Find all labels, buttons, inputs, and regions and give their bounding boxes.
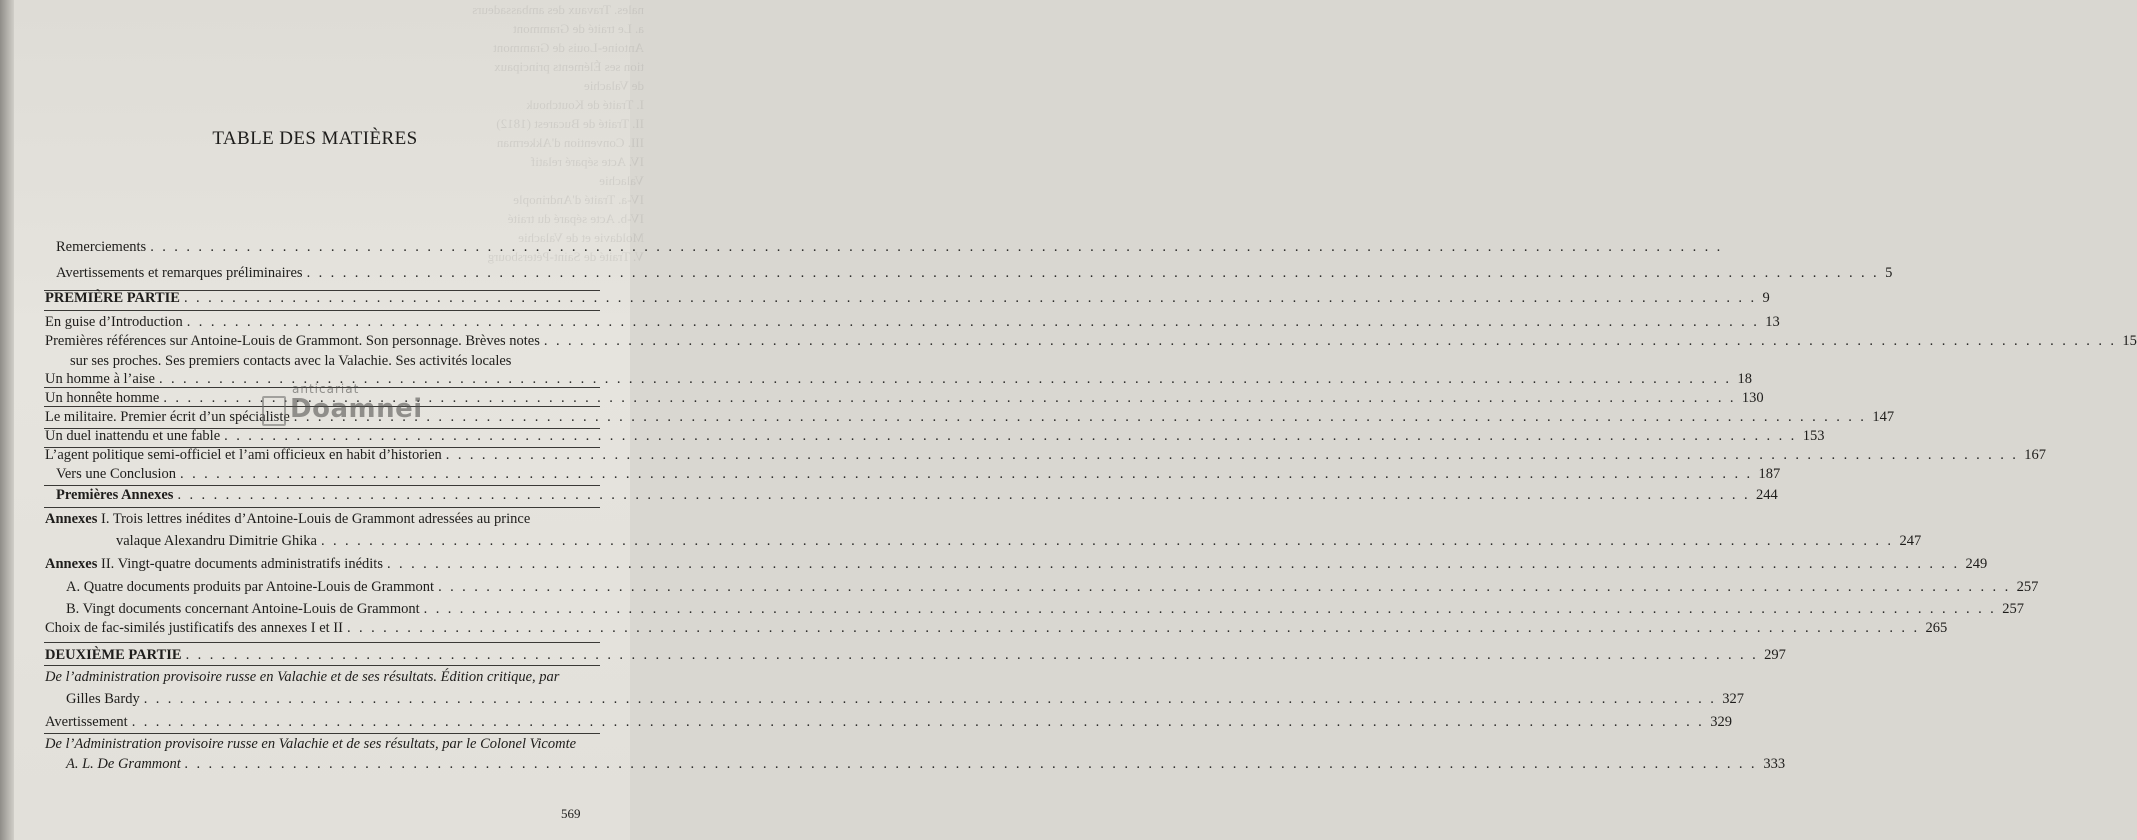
book-icon — [262, 396, 286, 426]
toc-entry-premiere-partie — [0, 289, 1770, 307]
toc-entry-label — [45, 555, 383, 573]
leader-dots — [187, 313, 1760, 331]
toc-entry-label: Premières Annexes — [56, 487, 174, 503]
toc-entry-label: Premières références sur Antoine-Louis de Grammont. Son personnage. Brèves notes — [45, 333, 540, 349]
leader-dots — [224, 427, 1797, 445]
leader-dots — [294, 408, 1867, 426]
toc-entry-colonel-vicomte — [0, 735, 1786, 773]
section-rule — [44, 507, 600, 508]
toc-entry-page: 249 — [1965, 556, 1988, 572]
toc-entry-page: 333 — [1763, 756, 1786, 772]
leader-dots — [321, 532, 1894, 550]
toc-entry-label: Un honnête homme — [45, 390, 160, 406]
toc-entry-avertissement — [0, 713, 1732, 731]
toc-entry-label — [45, 510, 530, 528]
toc-entry-introduction — [0, 313, 1780, 331]
annexes-title: II. Vingt-quatre documents administratifs inédits — [101, 556, 383, 572]
page-title: TABLE DES MATIÈRES — [212, 128, 418, 149]
toc-entry-page: 257 — [2002, 601, 2024, 617]
toc-entry-page: 130 — [1741, 390, 1764, 406]
annexes-title: I. Trois lettres inédites d’Antoine-Louis de Grammont adressées au prince — [101, 511, 531, 527]
leader-dots — [186, 646, 1759, 664]
toc-entry-page: 13 — [1765, 314, 1780, 330]
toc-entry-page: 257 — [2016, 579, 2039, 595]
watermark-main-text: Doamnei — [290, 394, 423, 424]
toc-entry-page: 15 — [2122, 333, 2137, 349]
toc-entry-label: DEUXIÈME PARTIE — [45, 647, 182, 663]
leader-dots — [387, 555, 1960, 573]
bleed-through-text: nales. Travaux des ambassadeurs a. Le traité de Grammont Antoine-Louis de Grammont tion ses Éléments principaux de Valachie I. Traité de Koutchouk II. Traité de Bucarest (1812) III. Convention d'Akkerman IV. Acte séparé relatif Valachie IV-a. Traité d'Andrinople IV-b. Acte séparé du traité Moldavie et de Valachie V. Traité de Saint-Pétersbourg — [472, 2, 644, 264]
leader-dots — [544, 332, 2117, 350]
toc-entry-label: Un homme à l’aise — [45, 371, 155, 387]
toc-entry-premieres-references — [0, 332, 2137, 370]
toc-entry-label: De l’Administration provisoire russe en Valachie et de ses résultats, par le Colonel Vicomte — [45, 736, 577, 752]
section-rule — [44, 665, 600, 666]
toc-entry-page: 153 — [1802, 428, 1825, 444]
toc-entry-label: Choix de fac-similés justificatifs des annexes I et II — [45, 620, 343, 636]
leader-dots — [150, 238, 1723, 256]
leader-dots — [446, 446, 2019, 464]
leader-dots — [438, 578, 2011, 596]
toc-entry-annexe-b — [0, 600, 2024, 618]
toc-entry-page: 244 — [1755, 487, 1778, 503]
toc-entry-page: 329 — [1710, 714, 1732, 730]
leader-dots — [144, 690, 1717, 708]
watermark-top-text: anticariat — [292, 382, 360, 396]
toc-entry-label: Le militaire. Premier écrit d’un spécialiste — [45, 409, 290, 425]
toc-entry-page: 187 — [1758, 466, 1781, 482]
toc-entry-label: Avertissements et remarques préliminaires — [56, 265, 303, 281]
page-number: 569 — [561, 806, 581, 821]
toc-entry-conclusion — [0, 465, 1781, 483]
annexes-label: Annexes — [45, 511, 98, 527]
toc-entry-fac-similes — [0, 619, 1948, 637]
annexes-label: Annexes — [45, 556, 98, 572]
section-rule — [44, 733, 600, 734]
anticariat-watermark — [262, 382, 423, 442]
toc-entry-page: 9 — [1762, 290, 1770, 306]
toc-entry-edition-critique — [0, 668, 1744, 708]
toc-entry-avertissements — [0, 264, 1893, 282]
toc-entry-agent-politique — [0, 446, 2047, 464]
toc-entry-annexe-a — [0, 578, 2039, 596]
toc-entry-page: 247 — [1899, 533, 1922, 549]
toc-entry-annexes-ii — [0, 555, 1988, 573]
toc-entry-continuation: sur ses proches. Ses premiers contacts avec la Valachie. Ses activités locales — [70, 353, 512, 369]
toc-entry-remerciements — [0, 238, 630, 256]
section-rule — [44, 310, 600, 311]
toc-entry-premieres-annexes — [0, 486, 1778, 504]
toc-entry-page: 167 — [2024, 447, 2047, 463]
leader-dots — [185, 755, 1758, 773]
leader-dots — [347, 619, 1920, 637]
toc-entry-label: Vers une Conclusion — [56, 466, 177, 482]
toc-entry-label: Avertissement — [45, 714, 128, 730]
toc-entry-label: A. Quatre documents produits par Antoine-Louis de Grammont — [66, 579, 435, 595]
leader-dots — [184, 289, 1757, 307]
leader-dots — [177, 486, 1750, 504]
leader-dots — [424, 600, 1997, 618]
toc-entry-label: En guise d’Introduction — [45, 314, 183, 330]
toc-entry-continuation: A. L. De Grammont — [66, 756, 181, 772]
toc-entry-continuation: valaque Alexandru Dimitrie Ghika — [116, 533, 317, 549]
toc-entry-label: Un duel inattendu et une fable — [45, 428, 221, 444]
toc-entry-page: 327 — [1722, 691, 1744, 707]
toc-entry-deuxieme-partie — [0, 646, 1786, 664]
toc-entry-annexes-i — [0, 510, 1922, 550]
toc-entry-page: 18 — [1737, 371, 1752, 387]
toc-entry-label: B. Vingt documents concernant Antoine-Louis de Grammont — [66, 601, 420, 617]
toc-entry-continuation: Gilles Bardy — [66, 691, 140, 707]
leader-dots — [307, 264, 1880, 282]
toc-entry-label: De l’administration provisoire russe en Valachie et de ses résultats. Édition critique, par — [45, 669, 560, 685]
toc-entry-page: 5 — [1885, 265, 1893, 281]
toc-entry-label: PREMIÈRE PARTIE — [45, 290, 180, 306]
leader-dots — [132, 713, 1705, 731]
toc-entry-page: 265 — [1925, 620, 1948, 636]
section-rule — [44, 642, 600, 643]
toc-entry-label: Remerciements — [56, 239, 147, 255]
toc-entry-page: 297 — [1764, 647, 1786, 663]
toc-entry-page: 147 — [1872, 409, 1895, 425]
toc-entry-label: L’agent politique semi-officiel et l’ami officieux en habit d’historien — [45, 447, 442, 463]
leader-dots — [180, 465, 1753, 483]
